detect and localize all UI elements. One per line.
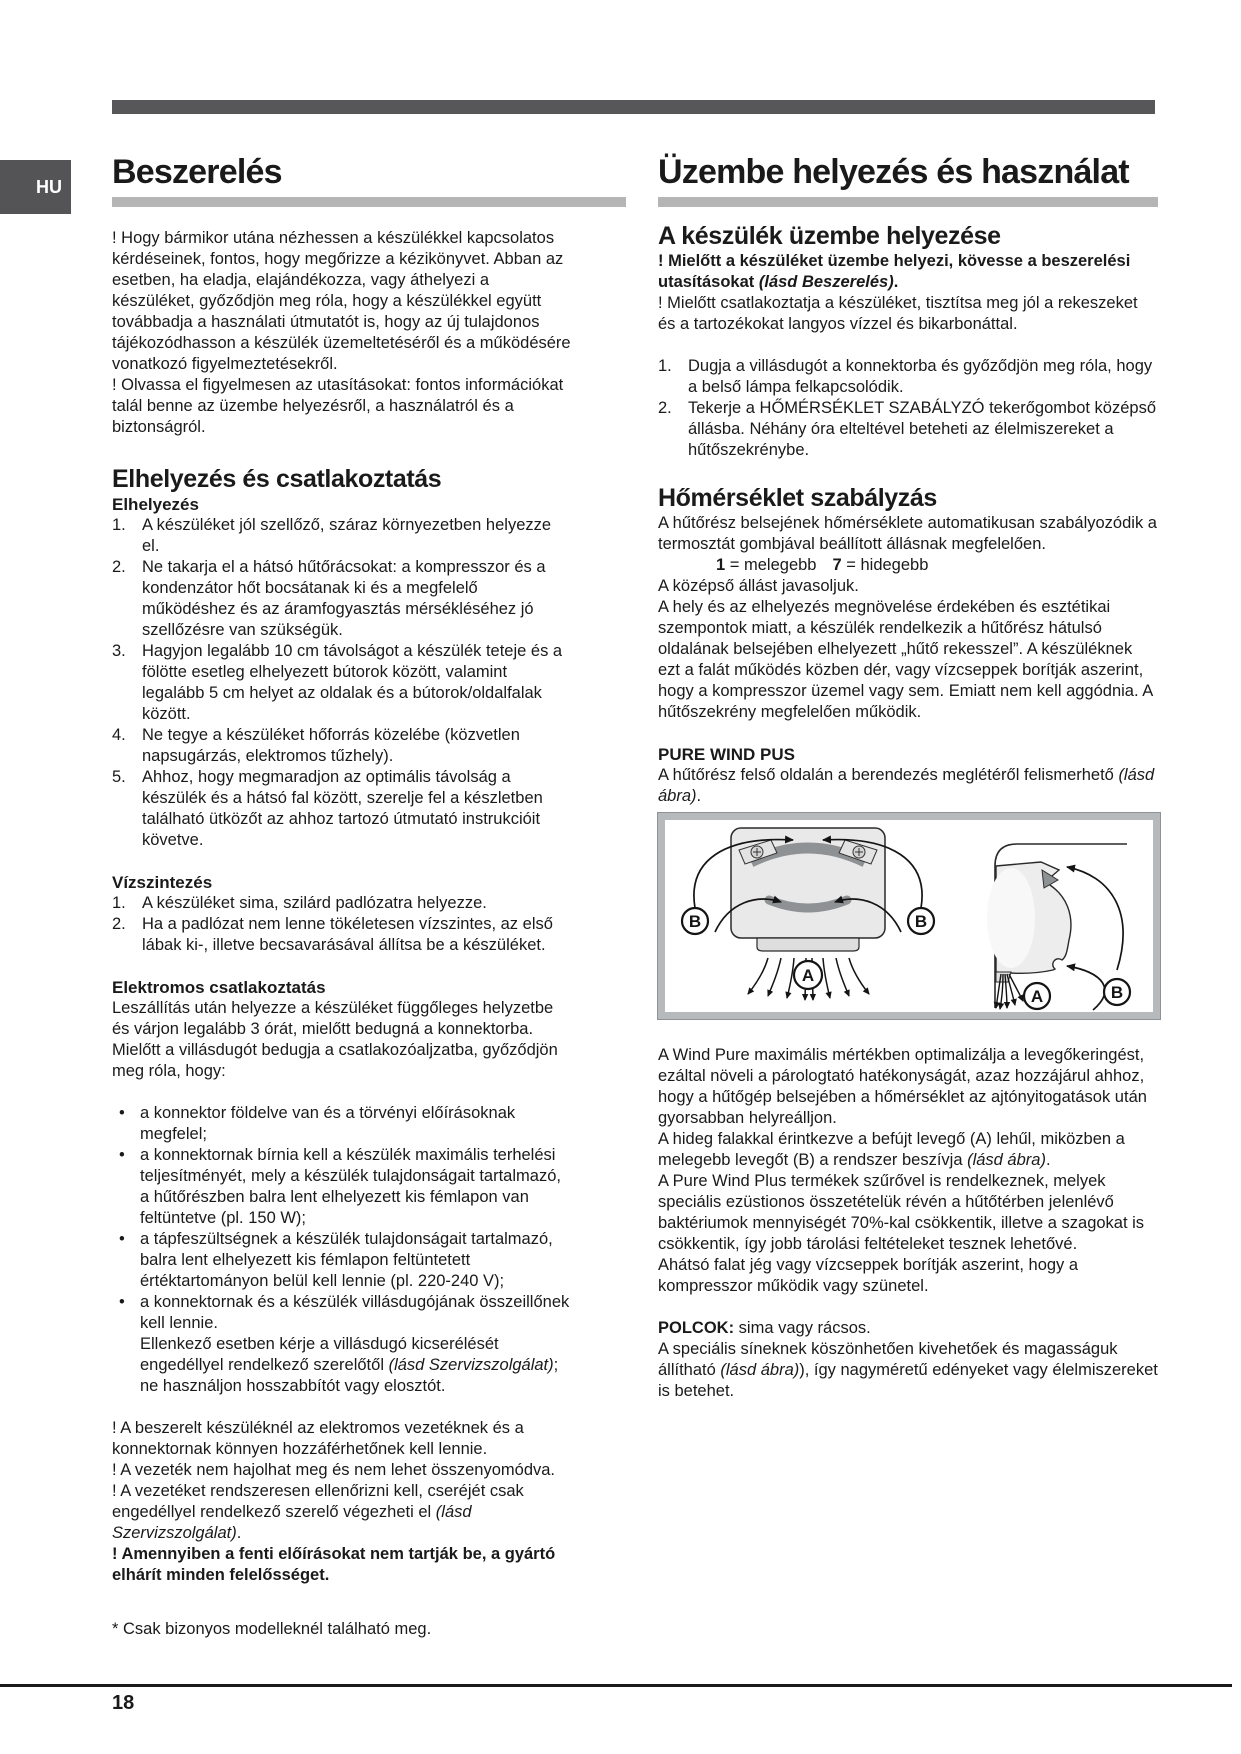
list-item <box>658 398 1158 461</box>
subheading-pure-wind: PURE WIND PUS <box>658 745 795 764</box>
list-text: Ha a padlózat nem lenne tökéletesen vízszintes, az első lábak ki-, illetve becsavarásával állítsa be a készüléket. <box>142 915 553 954</box>
shelves-label: POLCOK: <box>658 1319 735 1337</box>
list-number: 1. <box>112 516 126 534</box>
text-run-italic: (lásd Szervizszolgálat) <box>112 1503 472 1542</box>
text-run: ! A vezetéket rendszeresen ellenőrizni kell, cseréjét csak engedéllyel rendelkező szerelő végezheti el <box>112 1482 524 1521</box>
bullet-text: a tápfeszültségnek a készülék tulajdonságait tartalmazó, balra lent elhelyezett kis fémlapon feltüntetett értéktartományon belül kell lennie (pl. 220-240 V); <box>140 1230 553 1290</box>
pure-wind-paragraph <box>658 765 1158 807</box>
warning-paragraph-bold <box>658 251 1158 293</box>
text-run: Ellenkező esetben kérje a villásdugó kicserélését engedéllyel rendelkező szerelőtől <box>140 1335 499 1374</box>
temperature-paragraph: A hely és az elhelyezés megnövelése érdekében és esztétikai szempontok miatt, a készülék rendelkezik a hűtőrész hátulsó oldalának belsejében elhelyezett „hűtő rekesszel”. A készüléknek ezt a falát működés közben dér, vagy vízcseppek borítják aszerint, hogy a kompresszor üzemel vagy sem. Emiatt nem kell aggódnia. A hűtőszekrény megfelelően működik. <box>658 598 1153 721</box>
warning-paragraph <box>112 1481 572 1544</box>
fan-side-highlight <box>987 868 1035 968</box>
label-a-side <box>1024 983 1050 1009</box>
text-run-italic: (lásd Szervizszolgálat) <box>388 1356 554 1374</box>
label-a-text: A <box>801 966 815 985</box>
subheading-elektromos: Elektromos csatlakoztatás <box>112 978 326 997</box>
list-text: Hagyjon legalább 10 cm távolságot a készülék teteje és a fölötte esetleg elhelyezett bútorok között, valamint legalább 5 cm helyet az oldalak és a bútorok/oldalfalak között. <box>142 642 563 723</box>
list-number: 1. <box>658 357 672 375</box>
wind-pure-paragraph: Ahátsó falat jég vagy vízcseppek borítják aszerint, hogy a kompresszor működik vagy szünetel. <box>658 1256 1079 1295</box>
bullet-item <box>112 1145 572 1229</box>
label-b-text: B <box>1110 983 1124 1002</box>
list-number: 2. <box>658 399 672 417</box>
bullet-text: a konnektornak és a készülék villásdugójának összeillőnek kell lennie. <box>140 1293 570 1332</box>
bullet-continuation <box>140 1334 572 1397</box>
left-column <box>112 140 572 1586</box>
text-run: . <box>236 1524 242 1542</box>
text-run-italic: (lásd Beszerelés) <box>758 273 894 291</box>
warning-paragraph: ! Mielőtt csatlakoztatja a készüléket, tisztítsa meg jól a rekeszeket és a tartozékokat langyos vízzel és bikarbonáttal. <box>658 294 1138 333</box>
label-a-text: A <box>1030 987 1044 1006</box>
text-run-italic: (lásd ábra) <box>967 1151 1046 1169</box>
language-tab <box>0 160 71 214</box>
wind-pure-paragraph <box>658 1129 1158 1171</box>
list-item <box>658 356 1158 398</box>
pure-wind-diagram <box>665 820 1153 1012</box>
list-item <box>112 914 572 956</box>
label-a-front <box>794 961 822 989</box>
list-number: 4. <box>112 726 126 744</box>
footer-rule <box>0 1684 1232 1687</box>
air-out-arrows <box>996 974 1023 1009</box>
air-in-arrow <box>1067 966 1105 1010</box>
text-run: ; ne használjon hosszabbítót vagy elosztót. <box>140 1356 559 1395</box>
bullet-item <box>112 1292 572 1334</box>
text-run-italic: (lásd ábra) <box>720 1361 800 1379</box>
shelves-paragraph <box>658 1318 1158 1339</box>
scale-value: 1 <box>716 556 726 574</box>
title-underline <box>112 197 626 207</box>
text-run: A speciális síneknek köszönhetően kivehetőek és magasságuk állítható <box>658 1340 1118 1379</box>
list-text: Ahhoz, hogy megmaradjon az optimális távolság a készülék és a hátsó fal között, szerelje fel a készletben található ütközőt az ahhoz tartozó útmutató instrukcióit követve. <box>142 768 543 849</box>
pure-wind-figure <box>658 813 1160 1019</box>
bullet-marker: • <box>119 1230 125 1248</box>
wind-pure-paragraph: A Pure Wind Plus termékek szűrővel is rendelkeznek, melyek speciális ezüstionos összetételük révén a hűtőtérben jelenlévő baktériumok mennyiségét 70%-kal csökkentik, illetve a szagokat is csökkentik, így jobb tárolási feltételeket tesznek lehetővé. <box>658 1172 1145 1253</box>
text-run: ! Mielőtt a készüléket üzembe helyezi, kövesse a beszerelési utasításokat <box>658 252 1131 291</box>
label-b-side <box>1104 979 1130 1005</box>
label-b-right <box>908 908 934 934</box>
subheading-elhelyezes: Elhelyezés <box>112 495 199 514</box>
heading-keszulek-uzembe-helyezese: A készülék üzembe helyezése <box>658 222 1001 250</box>
label-b-text: B <box>688 912 702 931</box>
bullet-marker: • <box>119 1146 125 1164</box>
list-number: 1. <box>112 894 126 912</box>
list-item <box>112 893 572 914</box>
list-number: 2. <box>112 915 126 933</box>
label-b-left <box>682 908 708 934</box>
temperature-paragraph: A középső állást javasoljuk. <box>658 577 859 595</box>
fan-side-view <box>987 844 1130 1010</box>
heading-elhelyezes-csatlakoztatas: Elhelyezés és csatlakoztatás <box>112 465 442 493</box>
air-in-arrow <box>1067 867 1123 970</box>
list-item <box>112 767 572 851</box>
fan-bottom-tab <box>757 938 859 951</box>
text-run: . <box>1045 1151 1051 1169</box>
list-number: 3. <box>112 642 126 660</box>
text-run: . <box>696 787 702 805</box>
thermostat-scale <box>658 555 1158 576</box>
shelves-paragraph <box>658 1339 1158 1402</box>
list-text: A készüléket jól szellőző, száraz környezetben helyezze el. <box>142 516 552 555</box>
list-number: 2. <box>112 558 126 576</box>
text-run-italic: (lásd ábra) <box>658 766 1155 805</box>
list-text: Ne takarja el a hátsó hűtőrácsokat: a kompresszor és a kondenzátor hőt bocsátanak ki és a megfelelő működéshez és az áramfogyasztás mérsékléséhez jó szellőzésre van szükségük. <box>142 558 546 639</box>
right-column <box>658 140 1158 1402</box>
label-b-text: B <box>914 912 928 931</box>
scale-label: = hidegebb <box>846 556 929 574</box>
scale-label: = melegebb <box>729 556 817 574</box>
electrical-intro: Leszállítás után helyezze a készüléket függőleges helyzetbe és várjon legalább 3 órát, mielőtt bedugná a konnektorba. Mielőtt a villásdugót bedugja a csatlakozóaljzatba, győződjön meg róla, hogy: <box>112 999 558 1080</box>
list-text: Ne tegye a készüléket hőforrás közelébe (közvetlen napsugárzás, elektromos tűzhely). <box>142 726 520 765</box>
warning-paragraph: ! A beszerelt készüléknél az elektromos vezetéknek és a konnektornak könnyen hozzáférhetőnek kell lennie. <box>112 1419 524 1458</box>
footnote: * Csak bizonyos modelleknél található meg. <box>112 1620 432 1638</box>
list-item <box>112 515 572 557</box>
list-text: A készüléket sima, szilárd padlózatra helyezze. <box>142 894 487 912</box>
language-tab-label: HU <box>36 176 62 197</box>
text-run: sima vagy rácsos. <box>734 1319 871 1337</box>
heading-homerseklet-szabalyzas: Hőmérséklet szabályzás <box>658 484 937 512</box>
text-run: A hűtőrész felső oldalán a berendezés meglétéről felismerhető <box>658 766 1119 784</box>
top-bar <box>112 100 1155 114</box>
section-title-beszereles: Beszerelés <box>112 153 282 191</box>
warning-paragraph: ! A vezeték nem hajolhat meg és nem lehet összenyomódva. <box>112 1461 556 1479</box>
warning-paragraph-bold: ! Amennyiben a fenti előírásokat nem tartják be, a gyártó elhárít minden felelősséget. <box>112 1545 556 1584</box>
intro-paragraph: ! Olvassa el figyelmesen az utasításokat: fontos információkat talál benne az üzembe helyezésről, a használatról és a biztonságról. <box>112 376 564 436</box>
intro-paragraph: ! Hogy bármikor utána nézhessen a készülékkel kapcsolatos kérdéseinek, fontos, hogy megőrizze a kézikönyvet. Abban az esetben, ha eladja, elajándékozza, vagy áthelyezi a készüléket, győződjön meg róla, hogy a készülékkel együtt továbbadja a használati útmutatót is, hogy az új tulajdonos tájékozódhasson a készülék üzemeltetéséről és a működésére vonatkozó figyelmeztetésekről. <box>112 229 571 373</box>
temperature-paragraph: A hűtőrész belsejének hőmérséklete automatikusan szabályozódik a termosztát gombjával beállított állásnak megfelelően. <box>658 514 1157 553</box>
list-item <box>112 557 572 641</box>
subheading-vizszintezes: Vízszintezés <box>112 873 213 892</box>
title-underline <box>658 197 1158 207</box>
list-text: Dugja a villásdugót a konnektorba és győződjön meg róla, hogy a belső lámpa felkapcsolódik. <box>688 357 1153 396</box>
bullet-text: a konnektornak bírnia kell a készülék maximális terhelési teljesítményét, mely a készülék tulajdonságait tartalmazó, a hűtőrészben balra lent elhelyezett kis fémlapon van feltüntetve (pl. 150 W); <box>140 1146 561 1227</box>
bullet-text: a konnektor földelve van és a törvényi előírásoknak megfelel; <box>140 1104 516 1143</box>
list-item <box>112 641 572 725</box>
bullet-item <box>112 1103 572 1145</box>
list-item <box>112 725 572 767</box>
page-number: 18 <box>112 1692 135 1714</box>
section-title-uzembe-helyezes: Üzembe helyezés és használat <box>658 153 1129 191</box>
list-text: Tekerje a HŐMÉRSÉKLET SZABÁLYZÓ tekerőgombot középső állásba. Néhány óra elteltével beteheti az élelmiszereket a hűtőszekrénybe. <box>688 399 1157 459</box>
bullet-marker: • <box>119 1104 125 1122</box>
scale-value: 7 <box>832 556 842 574</box>
bullet-marker: • <box>119 1293 125 1311</box>
text-run: A hideg falakkal érintkezve a befújt levegő (A) lehűl, miközben a melegebb levegőt (B) a rendszer beszívja <box>658 1130 1125 1169</box>
bullet-item <box>112 1229 572 1292</box>
text-run: . <box>893 273 899 291</box>
text-run: ), így nagyméretű edényeket vagy élelmiszereket is betehet. <box>658 1361 1158 1400</box>
fan-front-view <box>682 828 934 1000</box>
wind-pure-paragraph: A Wind Pure maximális mértékben optimalizálja a levegőkeringést, ezáltal növeli a párologtató hatékonyságát, azaz hozzájárul ahhoz, hogy a hűtőgép belsejében a hőmérséklet az ajtónyitogatások után gyorsabban helyreálljon. <box>658 1046 1147 1127</box>
list-number: 5. <box>112 768 126 786</box>
